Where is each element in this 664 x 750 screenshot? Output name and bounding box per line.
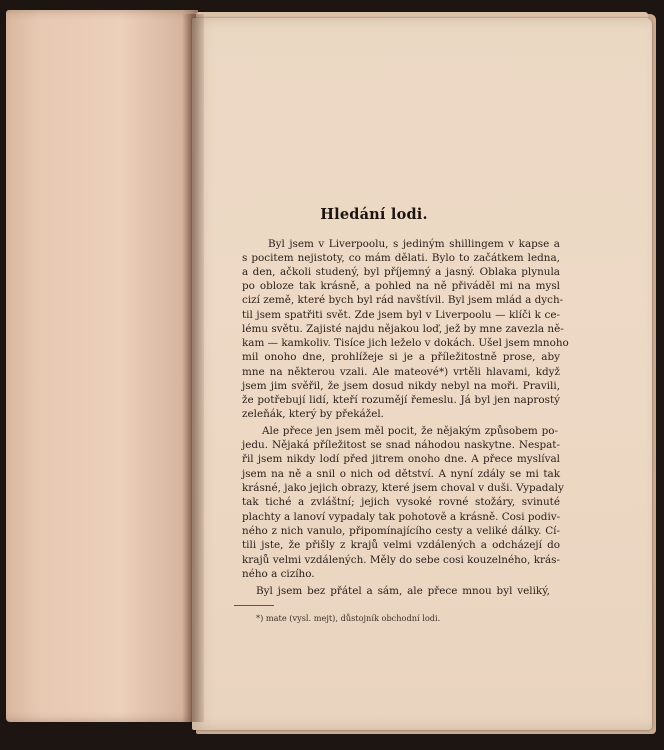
text-line: krásné, jako jejich obrazy, které jsem choval v duši. Vypadaly — [242, 482, 564, 494]
text-line: kam — kamkoliv. Tisíce jich leželo v dokách. Ušel jsem mnoho — [242, 337, 569, 349]
text-line: til jsem spatřiti svět. Zde jsem byl v Liverpoolu — klíči k ce- — [242, 309, 560, 321]
text-line: že potřebují lidí, kteří rozumějí řemeslu. Já byl jen naprostý — [242, 394, 560, 406]
text-line: jsem jim svěřil, že jsem dosud nikdy nebyl na moři. Pravili, — [242, 380, 560, 392]
left-cover-page — [6, 10, 198, 722]
footnote-rule — [234, 605, 274, 606]
chapter-title: Hledání lodi. — [320, 206, 428, 223]
text-line: Byl jsem v Liverpoolu, s jediným shillingem v kapse a — [268, 238, 560, 250]
text-line: jedu. Nějaká příležitost se snad náhodou naskytne. Nespat- — [242, 439, 560, 451]
text-line: tili jste, že přišly z krajů velmi vzdálených a odcházejí do — [242, 539, 560, 551]
spine-shadow — [182, 14, 204, 722]
text-line: ného z nich vanulo, připomínajícího cesty a veliké dálky. Cí- — [242, 525, 560, 537]
text-line: mne na některou vzali. Ale mateové*) vrtěli hlavami, když — [242, 366, 560, 378]
text-line: zeleňák, který by překážel. — [242, 408, 384, 420]
text-line: tak tiché a zvláštní; jejich vysoké rovné stožáry, svinuté — [242, 496, 560, 508]
text-line: plachty a lanoví vypadaly tak pohotově a krásně. Cosi podiv- — [242, 511, 561, 523]
text-line: mil onoho dne, prohlížeje si je a příležitostně prose, aby — [242, 351, 560, 363]
text-line: Byl jsem bez přátel a sám, ale přece mnou byl veliký, — [256, 585, 550, 597]
text-line: ného a cizího. — [242, 568, 315, 580]
text-line: s pocitem nejistoty, co mám dělati. Bylo to začátkem ledna, — [242, 252, 560, 264]
text-line: Ale přece jen jsem měl pocit, že nějakým způsobem po- — [262, 425, 558, 437]
text-line: jsem na ně a snil o nich od dětství. A nyní zdály se mi tak — [242, 468, 560, 480]
text-line: po obloze tak krásně, a pohled na ně přiváděl mi na mysl — [242, 280, 560, 292]
text-line: cizí země, které bych byl rád navštívil. Byl jsem mlád a dych- — [242, 294, 564, 306]
footnote: *) mate (vysl. mejt), důstojník obchodní lodi. — [256, 613, 441, 623]
text-line: řil jsem nikdy lodí před jitrem onoho dne. A přece myslíval — [242, 453, 560, 465]
text-line: krajů velmi vzdálených. Měly do sebe cosi kouzelného, krás- — [242, 554, 560, 566]
text-line: a den, ačkoli studený, byl příjemný a jasný. Oblaka plynula — [242, 266, 560, 278]
text-line: lému světu. Zajisté najdu nějakou loď, jež by mne zavezla ně- — [242, 323, 564, 335]
